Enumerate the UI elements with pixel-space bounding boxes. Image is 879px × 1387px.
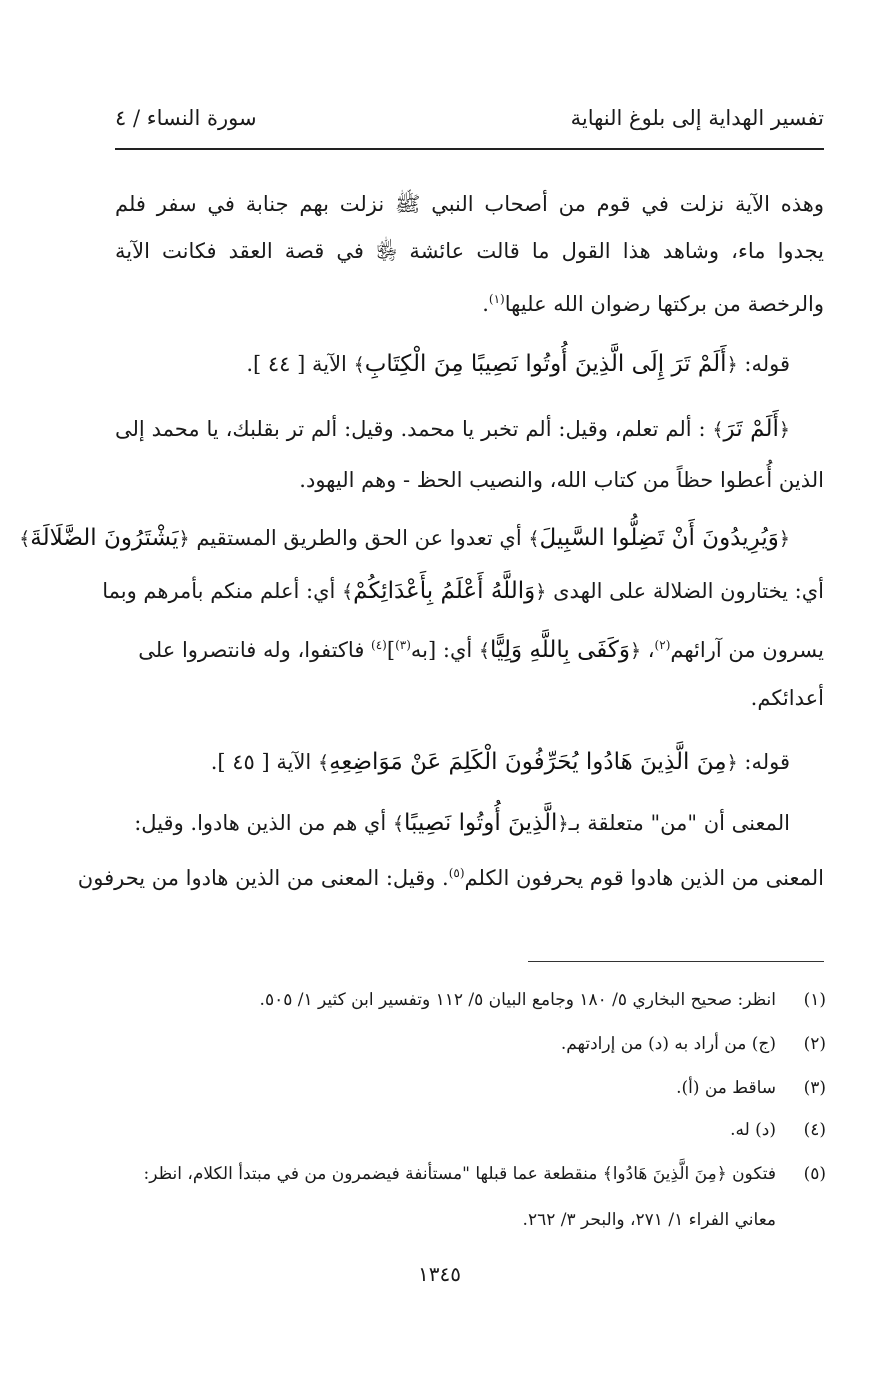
body-text: فاكتفوا، وله فانتصروا على (138, 638, 372, 662)
surah-label: سورة النساء / ٤ (115, 106, 257, 130)
ornate-bracket-close: ﴾ (353, 354, 365, 376)
page-number: ١٣٤٥ (418, 1262, 461, 1286)
body-line (115, 183, 824, 225)
verse-ref: الآية [ ٤٤ ]. (246, 352, 354, 376)
footnote-number: (٢) (803, 1034, 826, 1054)
body-text: أي: يختارون الضلالة على الهدى (546, 579, 824, 603)
footnote (150, 1027, 826, 1061)
footnote-number: (٥) (803, 1164, 826, 1184)
quran-text: وَاللَّهُ أَعْلَمُ بِأَعْدَائِكُمْ (353, 578, 536, 604)
quran-text: أَلَمْ تَرَ إِلَى الَّذِينَ أُوتُوا نَصِيبًا مِنَ الْكِتَابِ (364, 351, 727, 377)
quran-text: الَّذِينَ أُوتُوا نَصِيبًا (404, 810, 558, 836)
footnote (143, 1157, 826, 1191)
quran-text: وَكَفَى بِاللَّهِ وَلِيًّا (490, 637, 630, 663)
body-text: الذين أُعطوا حظاً من كتاب الله، والنصيب الحظ - وهم اليهود. (299, 468, 824, 492)
body-text: ] (386, 638, 396, 662)
ornate-bracket-close: ﴾ (392, 813, 405, 835)
footnote-continuation (150, 1203, 776, 1237)
body-text: والرخصة من بركتها رضوان الله عليها (504, 292, 824, 316)
footnote-number: (٣) (803, 1078, 826, 1098)
ornate-bracket-open: ﴿ (716, 1164, 727, 1184)
body-text: المعنى من الذين هادوا قوم يحرفون الكلم (464, 866, 824, 890)
body-line (115, 408, 824, 450)
body-line (115, 802, 824, 844)
quran-text: مِنَ الَّذِينَ هَادُوا (612, 1164, 717, 1184)
quran-text: أَلَمْ تَرَ (723, 416, 779, 442)
ornate-bracket-close: ﴾ (602, 1164, 613, 1184)
body-text: يسرون من آرائهم (670, 638, 824, 662)
footnote-ref: (٢) (654, 638, 671, 652)
body-text: أي: [به (410, 638, 479, 662)
header-rule (115, 148, 824, 150)
footnote-ref: (١) (488, 292, 505, 306)
body-text: . وقيل: المعنى من الذين هادوا من يحرفون (77, 866, 449, 890)
body-text: . (482, 292, 489, 316)
book-title: تفسير الهداية إلى بلوغ النهاية (570, 106, 824, 130)
body-text: : ألم تعلم، وقيل: ألم تخبر يا محمد. وقيل: ألم تر بقلبك، يا محمد إلى (115, 417, 713, 441)
body-line (102, 570, 824, 612)
verse-prefix: قوله: (737, 750, 790, 774)
ornate-bracket-open: ﴿ (535, 581, 547, 603)
footnote-text: معاني الفراء ١/ ٢٧١، والبحر ٣/ ٢٦٢. (522, 1210, 776, 1230)
ornate-bracket-close: ﴾ (317, 752, 330, 774)
body-line (115, 230, 824, 272)
ornate-bracket-open: ﴿ (726, 354, 738, 376)
body-text: وهذه الآية نزلت في قوم من أصحاب النبي ﷺ نزلت بهم جنابة في سفر فلم (115, 192, 824, 216)
quran-text: يَشْتَرُونَ الضَّلَالَةَ (30, 525, 179, 551)
body-line (115, 459, 824, 501)
footnote (150, 1071, 826, 1105)
footnote-text: فتكون (726, 1164, 776, 1184)
ornate-bracket-close: ﴾ (528, 528, 540, 550)
footnote-text: (د) له. (730, 1120, 776, 1140)
body-line (19, 517, 824, 559)
body-text: أي: أعلم منكم بأمرهم وبما (102, 579, 343, 603)
ornate-bracket-close: ﴾ (712, 419, 724, 441)
ornate-bracket-close: ﴾ (478, 640, 491, 662)
body-text: أي هم من الذين هادوا. وقيل: (134, 811, 393, 835)
verse-prefix: قوله: (737, 352, 790, 376)
ornate-bracket-open: ﴿ (726, 752, 738, 774)
ornate-bracket-open: ﴿ (629, 640, 642, 662)
body-text: يجدوا ماء، وشاهد هذا القول ما قالت عائشة ﵂ في قصة العقد فكانت الآية (115, 239, 824, 263)
footnote-number: (١) (803, 990, 826, 1010)
footnote-text: انظر: صحيح البخاري ٥/ ١٨٠ وجامع البيان ٥/ ١١٢ وتفسير ابن كثير ١/ ٥٠٥. (259, 990, 776, 1010)
footnote-ref: (٤) (371, 638, 387, 652)
ornate-bracket-open: ﴿ (557, 813, 569, 835)
body-line (77, 852, 824, 894)
footnote-ref: (٥) (448, 866, 465, 880)
body-text: المعنى أن "من" متعلقة بـ (568, 811, 790, 835)
footnote (150, 1113, 826, 1147)
quran-text: مِنَ الَّذِينَ هَادُوا يُحَرِّفُونَ الْكَلِمَ عَنْ مَوَاضِعِهِ (329, 749, 727, 775)
body-line (115, 624, 824, 666)
verse-heading (115, 741, 824, 783)
body-line (115, 677, 824, 719)
footnote (150, 983, 826, 1017)
ornate-bracket-close: ﴾ (342, 581, 354, 603)
running-header (115, 106, 824, 146)
ornate-bracket-open: ﴿ (778, 419, 791, 441)
footnote-text: منقطعة عما قبلها "مستأنفة فيضمرون من في مبتدأ الكلام، انظر: (143, 1164, 603, 1184)
ornate-bracket-close: ﴾ (19, 528, 31, 550)
footnote-separator (528, 961, 824, 962)
footnote-ref: (٣) (395, 638, 411, 652)
body-text: أي تعدوا عن الحق والطريق المستقيم (189, 526, 529, 550)
verse-heading (115, 343, 824, 385)
verse-ref: الآية [ ٤٥ ]. (210, 750, 318, 774)
body-line (115, 278, 824, 320)
ornate-bracket-open: ﴿ (178, 528, 190, 550)
body-text: ، (641, 638, 655, 662)
footnote-text: (ج) من أراد به (د) من إرادتهم. (560, 1034, 776, 1054)
ornate-bracket-open: ﴿ (778, 528, 790, 550)
body-text: أعدائكم. (750, 686, 824, 710)
footnote-text: ساقط من (أ). (676, 1078, 776, 1098)
footnote-number: (٤) (803, 1120, 826, 1140)
quran-text: وَيُرِيدُونَ أَنْ تَضِلُّوا السَّبِيلَ (539, 525, 779, 551)
